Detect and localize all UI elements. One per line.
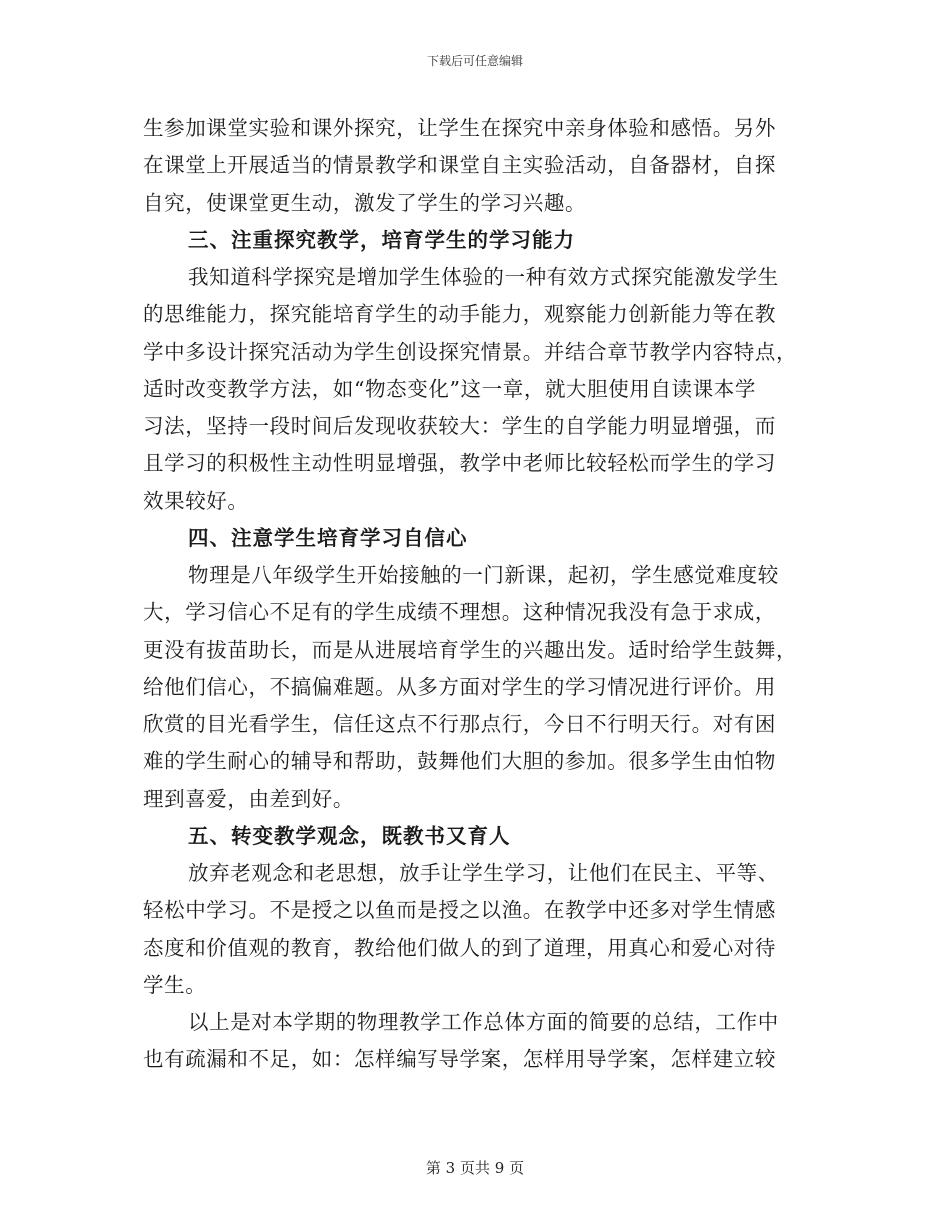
body-line: 放弃老观念和老思想，放手让学生学习，让他们在民主、平等、 bbox=[188, 861, 779, 885]
body-line: 以上是对本学期的物理教学工作总体方面的简要的总结，工作中 bbox=[188, 1010, 779, 1034]
body-line: 在课堂上开展适当的情景教学和课堂自主实验活动，自备器材，自探 bbox=[143, 153, 776, 178]
body-line: 欣赏的目光看学生，信任这点不行那点行，今日不行明天行。对有困 bbox=[143, 712, 776, 736]
body-line: 我知道科学探究是增加学生体验的一种有效方式探究能激发学生 bbox=[188, 265, 779, 289]
body-line: 也有疏漏和不足，如：怎样编写导学案，怎样用导学案，怎样建立较 bbox=[143, 1047, 776, 1072]
body-line: 习法，坚持一段时间后发现收获较大：学生的自学能力明显增强，而 bbox=[143, 414, 776, 438]
body-line: 生参加课堂实验和课外探究，让学生在探究中亲身体验和感悟。另外 bbox=[143, 116, 776, 140]
body-line: 理到喜爱，由差到好。 bbox=[143, 786, 354, 811]
body-line: 的思维能力，探究能培育学生的动手能力，观察能力创新能力等在教 bbox=[143, 302, 776, 327]
body-line: 适时改变教学方法，如“物态变化”这一章，就大胆使用自读课本学 bbox=[143, 376, 756, 401]
body-line: 物理是八年级学生开始接触的一门新课，起初，学生感觉难度较 bbox=[188, 563, 779, 587]
body-line: 且学习的积极性主动性明显增强，教学中老师比较轻松而学生的学习 bbox=[143, 451, 776, 476]
body-line: 给他们信心，不搞偏难题。从多方面对学生的学习情况进行评价。用 bbox=[143, 674, 776, 699]
body-line: 效果较好。 bbox=[143, 488, 249, 513]
document-body bbox=[143, 110, 803, 1079]
body-line: 学中多设计探究活动为学生创设探究情景。并结合章节教学内容特点， bbox=[143, 339, 798, 364]
page-number-footer: 第 3 页共 9 页 bbox=[425, 1159, 525, 1177]
body-line: 难的学生耐心的辅导和帮助，鼓舞他们大胆的参加。很多学生由怕物 bbox=[143, 749, 776, 774]
page-header: 下载后可任意编辑 bbox=[426, 54, 523, 68]
body-line: 轻松中学习。不是授之以鱼而是授之以渔。在教学中还多对学生情感 bbox=[143, 898, 776, 923]
body-line: 大，学习信心不足有的学生成绩不理想。这种情况我没有急于求成， bbox=[143, 600, 776, 625]
section-heading: 三、注重探究教学，培育学生的学习能力 bbox=[188, 227, 575, 252]
body-line: 态度和价值观的教育，教给他们做人的到了道理，用真心和爱心对待 bbox=[143, 935, 776, 960]
body-line: 更没有拔苗助长，而是从进展培育学生的兴趣出发。适时给学生鼓舞， bbox=[143, 637, 798, 662]
section-heading: 五、转变教学观念，既教书又育人 bbox=[188, 823, 511, 848]
body-line: 自究，使课堂更生动，激发了学生的学习兴趣。 bbox=[143, 190, 587, 215]
body-line: 学生。 bbox=[143, 972, 207, 997]
section-heading: 四、注意学生培育学习自信心 bbox=[188, 525, 468, 550]
